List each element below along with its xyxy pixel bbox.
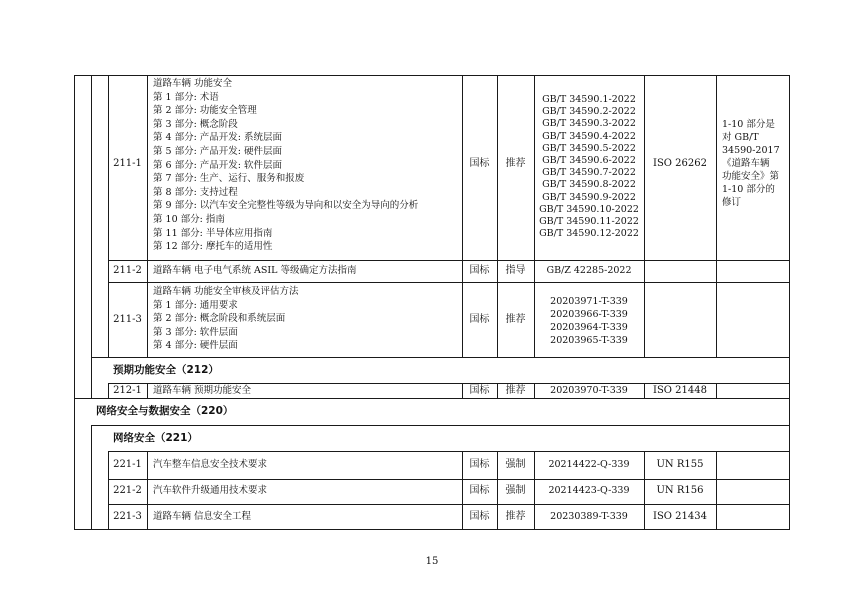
row-code: 211-3 [113, 314, 142, 325]
row-name-line: 汽车软件升级通用技术要求 [153, 485, 268, 496]
row-scope: 国标 [469, 511, 490, 522]
row-intl: UN R156 [656, 485, 704, 496]
row-scope: 国标 [469, 314, 490, 325]
section-heading: 网络安全（221） [113, 432, 198, 444]
row-name-line: 第 12 部分: 摩托车的适用性 [153, 241, 273, 253]
rule-section-221-top [91, 425, 790, 426]
standard-number: 20203964-T-339 [550, 322, 628, 333]
rule-col-remark-b [716, 383, 717, 398]
standard-number: GB/T 34590.4-2022 [542, 130, 636, 142]
standard-number: GB/T 34590.6-2022 [542, 155, 636, 167]
standard-number: GB/T 34590.10-2022 [539, 203, 639, 215]
rule-row-211-3-top [108, 282, 790, 283]
row-code: 212-1 [113, 385, 142, 396]
row-scope: 国标 [469, 485, 490, 496]
standard-number: GB/T 34590.9-2022 [542, 191, 636, 203]
row-name-line: 第 8 部分: 支持过程 [153, 186, 238, 198]
row-name-line: 第 6 部分: 产品开发: 软件层面 [153, 159, 283, 171]
row-intl: ISO 21434 [653, 511, 707, 522]
row-scope: 国标 [469, 459, 490, 470]
remark-line: 功能安全》第 [722, 171, 780, 182]
rule-row-211-2-top [108, 260, 790, 261]
remark-line: 《道路车辆 [722, 158, 770, 169]
standard-number: 20203971-T-339 [550, 296, 628, 307]
rule-bottom [74, 529, 790, 530]
section-heading: 网络安全与数据安全（220） [96, 405, 234, 417]
row-standards [534, 295, 644, 347]
rule-section-220-top [74, 398, 790, 399]
row-name-line: 汽车整车信息安全技术要求 [153, 459, 268, 470]
row-intl: ISO 21448 [653, 385, 707, 396]
row-name-line: 第 2 部分: 功能安全管理 [153, 105, 257, 117]
rule-row-221-3-top [108, 504, 790, 505]
row-name-line: 第 9 部分: 以汽车安全完整性等级为导向和以安全为导向的分析 [153, 200, 419, 212]
row-name-line: 第 1 部分: 术语 [153, 91, 219, 103]
row-name-line: 道路车辆 预期功能安全 [153, 385, 252, 396]
row-name-line: 第 11 部分: 半导体应用指南 [153, 227, 273, 239]
row-name-line: 第 4 部分: 产品开发: 系统层面 [153, 132, 283, 144]
remark-line: 34590-2017 [722, 145, 780, 156]
row-name-line: 第 10 部分: 指南 [153, 213, 225, 225]
row-type: 强制 [505, 485, 526, 496]
row-code: 221-2 [113, 485, 142, 496]
row-code: 211-1 [113, 158, 142, 169]
rule-left-2 [91, 75, 92, 398]
row-type: 推荐 [505, 314, 526, 325]
row-name-line: 道路车辆 功能安全 [153, 78, 233, 89]
standard-number: GB/T 34590.8-2022 [542, 179, 636, 191]
row-code: 221-1 [113, 459, 142, 470]
row-name-line: 第 3 部分: 软件层面 [153, 326, 238, 338]
rule-col-name-c [147, 451, 148, 530]
page-number: 15 [425, 556, 439, 567]
row-standards [534, 94, 644, 240]
rule-left-outer [74, 75, 75, 530]
standard-number: GB/T 34590.2-2022 [542, 106, 636, 118]
row-name-line: 第 1 部分: 通用要求 [153, 299, 238, 311]
remark-line: 1-10 部分的 [722, 184, 775, 195]
row-name-line: 道路车辆 功能安全审核及评估方法 [153, 286, 299, 297]
rule-col-remark-c [716, 451, 717, 530]
row-name-line: 第 7 部分: 生产、运行、服务和报废 [153, 173, 305, 185]
row-type: 强制 [505, 459, 526, 470]
standard-number: GB/T 34590.1-2022 [542, 94, 636, 105]
standard-number: 20203965-T-339 [550, 335, 628, 346]
rule-col-name-b [147, 383, 148, 398]
rule-col-intl [644, 75, 645, 357]
row-names [153, 285, 299, 353]
row-name-line: 第 3 部分: 概念阶段 [153, 118, 238, 130]
row-name-line: 道路车辆 信息安全工程 [153, 511, 252, 522]
standard-number: 20214422-Q-339 [548, 459, 630, 470]
section-heading: 预期功能安全（212） [113, 364, 219, 376]
row-code: 211-2 [113, 265, 142, 276]
remark-line: 对 GB/T [722, 132, 759, 143]
remark-line: 修订 [722, 197, 742, 208]
rule-top [74, 75, 790, 76]
rule-section-212-top [91, 357, 790, 358]
row-scope: 国标 [469, 158, 490, 169]
row-names [153, 77, 418, 254]
row-name-line: 道路车辆 电子电气系统 ASIL 等级确定方法指南 [153, 265, 357, 276]
row-type: 推荐 [505, 511, 526, 522]
rule-col-name [147, 75, 148, 357]
standard-number: GB/T 34590.12-2022 [539, 228, 639, 240]
row-scope: 国标 [469, 265, 490, 276]
rule-row-221-1-top [108, 451, 790, 452]
standard-number: 20203966-T-339 [550, 309, 628, 320]
row-scope: 国标 [469, 385, 490, 396]
row-remarks [722, 118, 780, 209]
standard-number: GB/T 34590.3-2022 [542, 118, 636, 130]
row-name-line: 第 4 部分: 硬件层面 [153, 340, 238, 352]
standard-number: 20230389-T-339 [550, 511, 628, 522]
standard-number: 20214423-Q-339 [548, 485, 630, 496]
rule-left-2b [91, 425, 92, 530]
row-intl: UN R155 [656, 459, 704, 470]
row-type: 推荐 [505, 385, 526, 396]
row-name-line: 第 2 部分: 概念阶段和系统层面 [153, 313, 286, 325]
row-type: 推荐 [505, 158, 526, 169]
row-code: 221-3 [113, 511, 142, 522]
row-type: 指导 [505, 265, 526, 276]
rule-col-remark [716, 75, 717, 357]
row-name-line: 第 5 部分: 产品开发: 硬件层面 [153, 145, 283, 157]
remark-line: 1-10 部分是 [722, 119, 775, 130]
rule-row-212-1-top [108, 383, 790, 384]
standard-number: GB/T 34590.11-2022 [539, 216, 639, 228]
row-intl: ISO 26262 [653, 158, 707, 169]
rule-row-221-2-top [108, 479, 790, 480]
standard-number: GB/T 34590.5-2022 [542, 142, 636, 154]
standard-number: GB/Z 42285-2022 [546, 265, 632, 276]
rule-right-outer [789, 75, 790, 530]
standard-number: 20203970-T-339 [550, 385, 628, 396]
standard-number: GB/T 34590.7-2022 [542, 167, 636, 179]
